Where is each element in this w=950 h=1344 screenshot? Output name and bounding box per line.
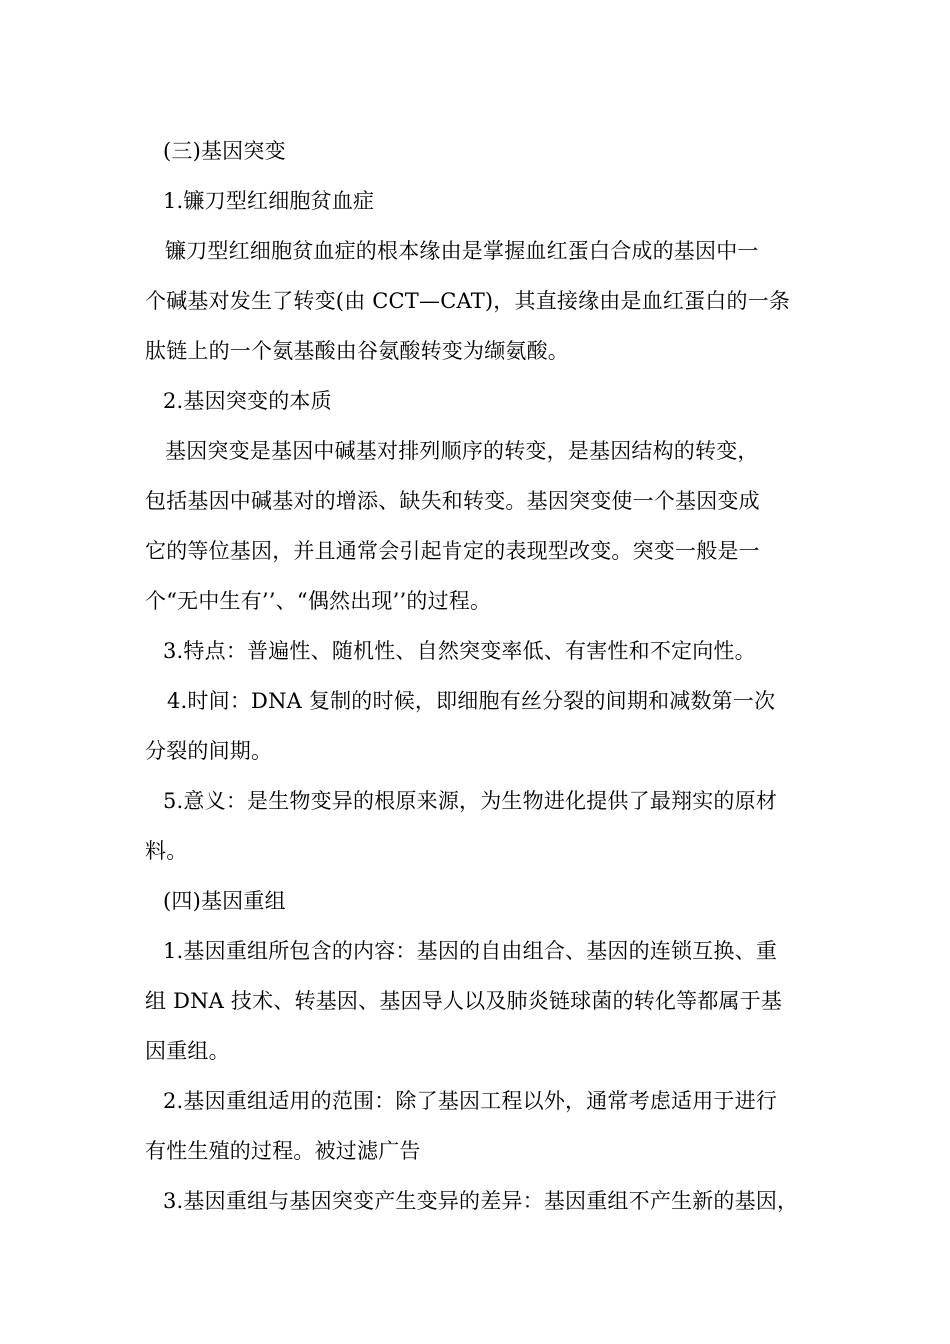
paragraph-line: 基因突变是基因中碱基对排列顺序的转变，是基因结构的转变， [165,439,759,463]
paragraph-line-significance: 5.意义：是生物变异的根原来源，为生物进化提供了最翔实的原材 [163,789,778,813]
paragraph-line-features: 3.特点：普遍性、随机性、自然突变率低、有害性和不定向性。 [163,639,756,663]
paragraph-line: 个“无中生有’’、“偶然出现’’的过程。 [145,589,492,613]
paragraph-line: 1.基因重组所包含的内容：基因的自由组合、基因的连锁互换、重 [163,939,778,963]
paragraph-line: 因重组。 [145,1039,230,1063]
subheading-mutation-essence: 2.基因突变的本质 [163,389,332,413]
section-heading-recombination: (四)基因重组 [163,889,286,913]
paragraph-line: 分裂的间期。 [145,739,273,763]
paragraph-line: 有性生殖的过程。被过滤广告 [145,1139,421,1163]
paragraph-line-timing: 4.时间：DNA 复制的时候，即细胞有丝分裂的间期和减数第一次 [167,689,776,713]
paragraph-line: 组 DNA 技术、转基因、基因导人以及肺炎链球菌的转化等都属于基 [145,989,783,1013]
paragraph-line: 包括基因中碱基对的增添、缺失和转变。基因突变使一个基因变成 [145,489,760,513]
subheading-sickle-cell: 1.镰刀型红细胞贫血症 [163,189,375,213]
paragraph-line: 个碱基对发生了转变(由 CCT—CAT)，其直接缘由是血红蛋白的一条 [145,289,791,313]
paragraph-line: 肽链上的一个氨基酸由谷氨酸转变为缬氨酸。 [145,339,569,363]
paragraph-line: 料。 [145,839,188,863]
paragraph-line: 3.基因重组与基因突变产生变异的差异：基因重组不产生新的基因， [163,1189,799,1213]
paragraph-line: 镰刀型红细胞贫血症的根本缘由是掌握血红蛋白合成的基因中一 [165,239,759,263]
section-heading-gene-mutation: (三)基因突变 [163,139,286,163]
paragraph-line: 它的等位基因，并且通常会引起肯定的表现型改变。突变一般是一 [145,539,760,563]
paragraph-line: 2.基因重组适用的范围：除了基因工程以外，通常考虑适用于进行 [163,1089,778,1113]
